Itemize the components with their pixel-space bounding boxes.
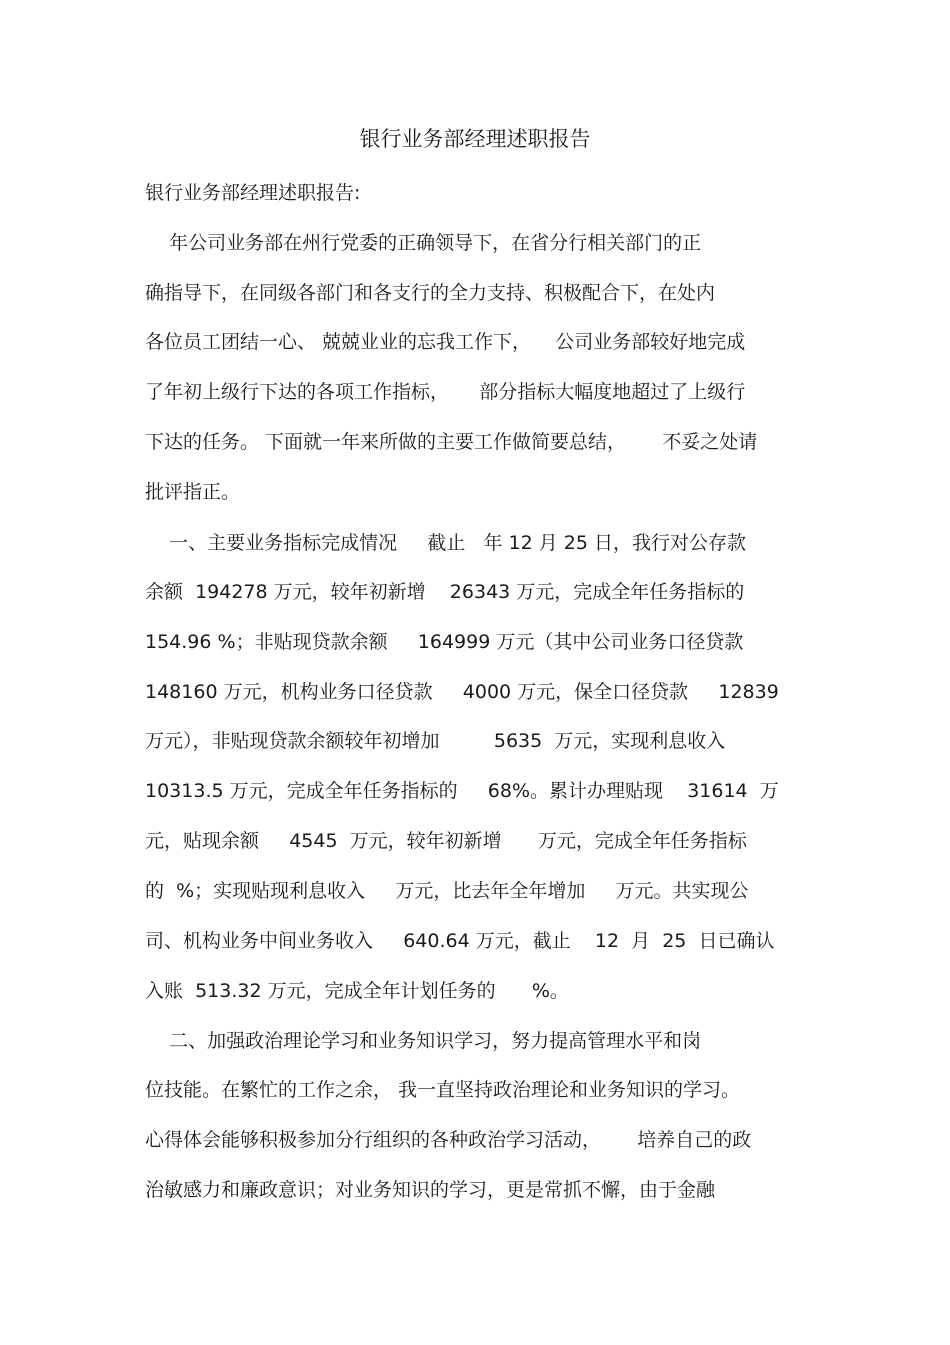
text-line: 各位员工团结一心、 兢兢业业的忘我工作下， 公司业务部较好地完成 — [145, 331, 746, 353]
text-line: 余额 194278 万元，较年初新增 26343 万元，完成全年任务指标的 — [145, 581, 745, 603]
text-line: 确指导下，在同级各部门和各支行的全力支持、积极配合下，在处内 — [145, 282, 716, 304]
text-line: 入账 513.32 万元，完成全年计划任务的 %。 — [145, 980, 569, 1002]
text-line: 年公司业务部在州行党委的正确领导下，在省分行相关部门的正 — [145, 232, 702, 254]
text-line: 一、主要业务指标完成情况 截止 年 12 月 25 日，我行对公存款 — [145, 532, 746, 554]
text-line: 148160 万元，机构业务口径贷款 4000 万元，保全口径贷款 12839 — [145, 681, 779, 703]
text-line: 了年初上级行下达的各项工作指标， 部分指标大幅度地超过了上级行 — [145, 381, 746, 403]
text-line: 154.96 %；非贴现贷款余额 164999 万元（其中公司业务口径贷款 — [145, 631, 744, 653]
text-line: 心得体会能够积极参加分行组织的各种政治学习活动， 培养自己的政 — [145, 1129, 752, 1151]
text-line: 治敏感力和廉政意识；对业务知识的学习，更是常抓不懈，由于金融 — [145, 1179, 716, 1201]
text-line: 的 %；实现贴现利息收入 万元，比去年全年增加 万元。共实现公 — [145, 880, 749, 902]
document-title: 银行业务部经理述职报告 — [359, 127, 591, 151]
text-line: 下达的任务。 下面就一年来所做的主要工作做简要总结， 不妥之处请 — [145, 431, 758, 453]
text-line: 元，贴现余额 4545 万元，较年初新增 万元，完成全年任务指标 — [145, 830, 747, 852]
text-line: 司、机构业务中间业务收入 640.64 万元，截止 12 月 25 日已确认 — [145, 930, 775, 952]
text-line: 二、加强政治理论学习和业务知识学习，努力提高管理水平和岗 — [145, 1030, 702, 1052]
text-line: 10313.5 万元，完成全年任务指标的 68%。累计办理贴现 31614 万 — [145, 780, 779, 802]
text-line: 银行业务部经理述职报告: — [145, 182, 361, 204]
text-line: 批评指正。 — [145, 481, 241, 503]
text-line: 位技能。在繁忙的工作之余， 我一直坚持政治理论和业务知识的学习。 — [145, 1079, 741, 1101]
text-line: 万元），非贴现贷款余额较年初增加 5635 万元，实现利息收入 — [145, 730, 726, 752]
